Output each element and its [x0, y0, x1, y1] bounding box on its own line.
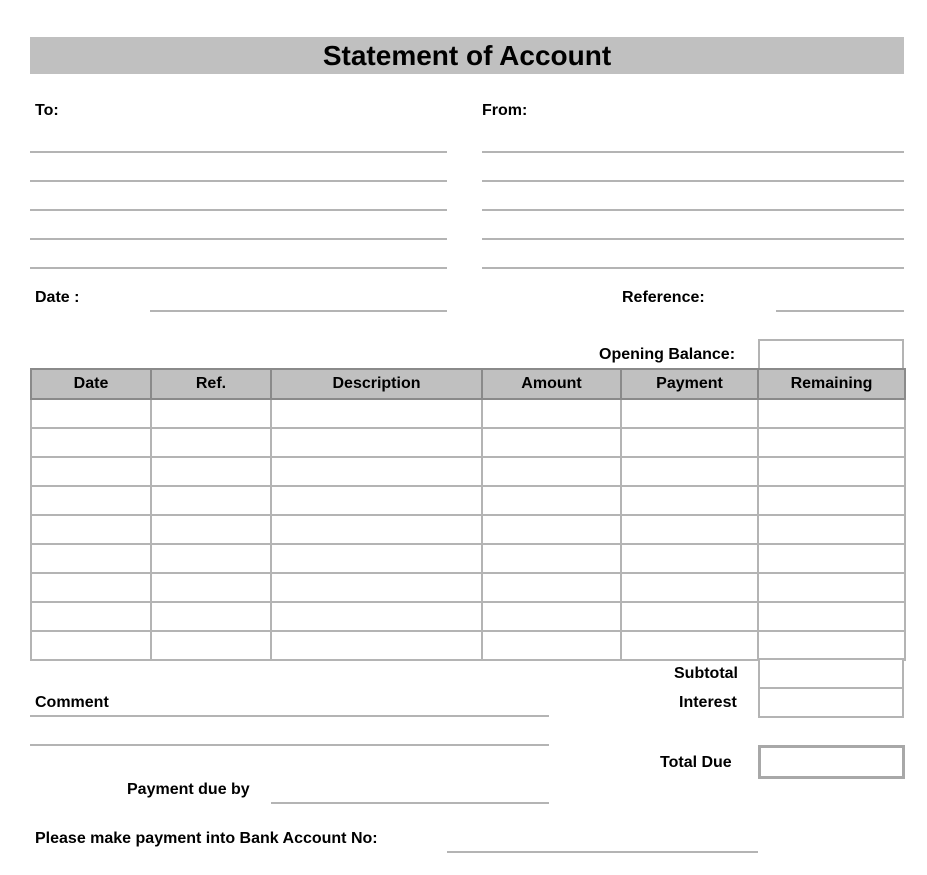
comment-label: Comment [35, 694, 109, 711]
cell-description[interactable] [271, 544, 482, 573]
ledger-header-row [31, 369, 905, 399]
cell-remaining[interactable] [758, 631, 905, 660]
opening-balance-field[interactable] [758, 339, 904, 370]
from-address-line-3[interactable] [482, 209, 904, 211]
cell-date[interactable] [31, 486, 151, 515]
table-row [31, 399, 905, 428]
cell-ref[interactable] [151, 544, 271, 573]
to-address-line-2[interactable] [30, 180, 447, 182]
reference-field[interactable] [776, 310, 904, 312]
table-row [31, 428, 905, 457]
cell-amount[interactable] [482, 515, 621, 544]
bank-account-label: Please make payment into Bank Account No: [35, 830, 378, 847]
cell-remaining[interactable] [758, 457, 905, 486]
cell-ref[interactable] [151, 573, 271, 602]
cell-date[interactable] [31, 515, 151, 544]
opening-balance-label: Opening Balance: [599, 346, 736, 363]
cell-amount[interactable] [482, 399, 621, 428]
cell-amount[interactable] [482, 457, 621, 486]
cell-remaining[interactable] [758, 544, 905, 573]
cell-payment[interactable] [621, 573, 758, 602]
cell-date[interactable] [31, 544, 151, 573]
from-label: From: [482, 102, 528, 119]
from-address-line-2[interactable] [482, 180, 904, 182]
cell-payment[interactable] [621, 428, 758, 457]
document-title: Statement of Account [322, 40, 612, 71]
payment-due-label: Payment due by [127, 781, 250, 798]
from-address-line-4[interactable] [482, 238, 904, 240]
cell-description[interactable] [271, 399, 482, 428]
cell-amount[interactable] [482, 428, 621, 457]
ledger-body [31, 399, 905, 660]
payment-due-field[interactable] [271, 802, 549, 804]
column-header-payment: Payment [621, 369, 758, 399]
cell-description[interactable] [271, 602, 482, 631]
cell-remaining[interactable] [758, 399, 905, 428]
to-address-line-5[interactable] [30, 267, 447, 269]
subtotal-label: Subtotal [674, 665, 738, 682]
reference-label: Reference: [622, 289, 705, 306]
cell-description[interactable] [271, 428, 482, 457]
column-header-ref: Ref. [151, 369, 271, 399]
cell-date[interactable] [31, 573, 151, 602]
cell-ref[interactable] [151, 515, 271, 544]
cell-description[interactable] [271, 486, 482, 515]
table-row [31, 631, 905, 660]
cell-ref[interactable] [151, 399, 271, 428]
table-row [31, 486, 905, 515]
bank-account-field[interactable] [447, 851, 758, 853]
cell-payment[interactable] [621, 515, 758, 544]
subtotal-field[interactable] [758, 658, 904, 689]
cell-remaining[interactable] [758, 602, 905, 631]
cell-payment[interactable] [621, 544, 758, 573]
cell-payment[interactable] [621, 486, 758, 515]
cell-ref[interactable] [151, 457, 271, 486]
interest-label: Interest [679, 694, 737, 711]
cell-payment[interactable] [621, 457, 758, 486]
cell-description[interactable] [271, 573, 482, 602]
table-row [31, 544, 905, 573]
cell-date[interactable] [31, 457, 151, 486]
cell-payment[interactable] [621, 399, 758, 428]
cell-payment[interactable] [621, 602, 758, 631]
cell-date[interactable] [31, 602, 151, 631]
cell-date[interactable] [31, 631, 151, 660]
to-address-line-4[interactable] [30, 238, 447, 240]
from-address-line-5[interactable] [482, 267, 904, 269]
table-row [31, 457, 905, 486]
table-row [31, 573, 905, 602]
cell-ref[interactable] [151, 602, 271, 631]
column-header-date: Date [31, 369, 151, 399]
cell-ref[interactable] [151, 486, 271, 515]
column-header-amount: Amount [482, 369, 621, 399]
from-address-line-1[interactable] [482, 151, 904, 153]
to-label: To: [35, 102, 59, 119]
cell-date[interactable] [31, 399, 151, 428]
cell-amount[interactable] [482, 486, 621, 515]
total-due-field[interactable] [758, 745, 905, 779]
cell-remaining[interactable] [758, 515, 905, 544]
cell-description[interactable] [271, 457, 482, 486]
column-header-description: Description [271, 369, 482, 399]
cell-amount[interactable] [482, 602, 621, 631]
to-address-line-1[interactable] [30, 151, 447, 153]
total-due-label: Total Due [660, 754, 732, 771]
cell-description[interactable] [271, 515, 482, 544]
column-header-remaining: Remaining [758, 369, 905, 399]
cell-ref[interactable] [151, 631, 271, 660]
cell-amount[interactable] [482, 573, 621, 602]
cell-amount[interactable] [482, 544, 621, 573]
cell-remaining[interactable] [758, 428, 905, 457]
cell-date[interactable] [31, 428, 151, 457]
date-field[interactable] [150, 310, 447, 312]
to-address-line-3[interactable] [30, 209, 447, 211]
comment-line-1[interactable] [30, 715, 549, 717]
cell-ref[interactable] [151, 428, 271, 457]
interest-field[interactable] [758, 687, 904, 718]
ledger-table [30, 368, 906, 661]
cell-remaining[interactable] [758, 573, 905, 602]
table-row [31, 515, 905, 544]
cell-description[interactable] [271, 631, 482, 660]
table-row [31, 602, 905, 631]
title-bar [30, 37, 904, 74]
cell-remaining[interactable] [758, 486, 905, 515]
comment-line-2[interactable] [30, 744, 549, 746]
cell-payment[interactable] [621, 631, 758, 660]
cell-amount[interactable] [482, 631, 621, 660]
date-label: Date : [35, 289, 80, 306]
